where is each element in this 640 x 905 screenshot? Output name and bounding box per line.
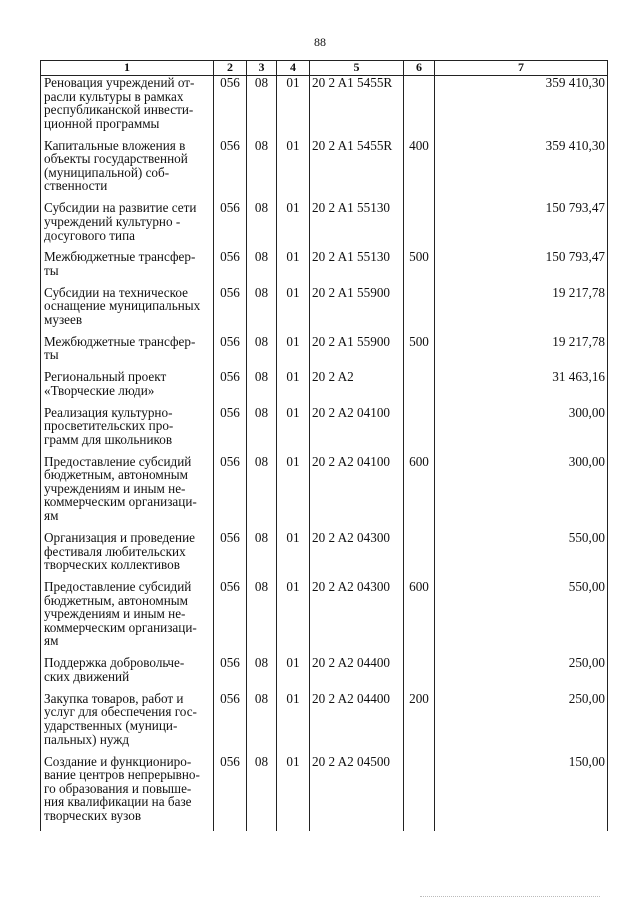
table-row <box>41 580 608 656</box>
header-col-2: 2 <box>214 61 247 76</box>
row-expense-type: 400 <box>404 139 435 202</box>
table-row <box>41 692 608 755</box>
table-row <box>41 531 608 580</box>
row-amount: 250,00 <box>435 656 608 691</box>
row-expense-type <box>404 406 435 455</box>
row-expense-type: 500 <box>404 250 435 285</box>
row-amount: 550,00 <box>435 580 608 656</box>
table-row <box>41 455 608 531</box>
row-amount: 31 463,16 <box>435 370 608 405</box>
row-target-article: 20 2 A1 55900 <box>310 286 404 335</box>
row-section: 08 <box>247 406 277 455</box>
header-col-7: 7 <box>435 61 608 76</box>
row-expense-type: 600 <box>404 455 435 531</box>
row-section: 08 <box>247 335 277 370</box>
table-row <box>41 406 608 455</box>
page-number: 88 <box>314 35 326 49</box>
row-amount: 19 217,78 <box>435 286 608 335</box>
row-amount: 300,00 <box>435 406 608 455</box>
row-subsection: 01 <box>277 76 310 139</box>
table-row <box>41 139 608 202</box>
footer-scan-marks <box>420 896 600 898</box>
row-section: 08 <box>247 370 277 405</box>
row-target-article: 20 2 A2 04100 <box>310 406 404 455</box>
row-admin-code: 056 <box>214 580 247 656</box>
row-admin-code: 056 <box>214 406 247 455</box>
row-name: Капитальные вложения в объекты государственной (муниципальной) соб- ственности <box>41 139 214 202</box>
row-subsection: 01 <box>277 755 310 831</box>
row-admin-code: 056 <box>214 250 247 285</box>
row-target-article: 20 2 A2 04300 <box>310 580 404 656</box>
row-admin-code: 056 <box>214 335 247 370</box>
row-target-article: 20 2 A2 04100 <box>310 455 404 531</box>
row-section: 08 <box>247 286 277 335</box>
row-amount: 150 793,47 <box>435 201 608 250</box>
row-target-article: 20 2 A2 04400 <box>310 656 404 691</box>
row-expense-type: 600 <box>404 580 435 656</box>
row-subsection: 01 <box>277 692 310 755</box>
row-name: Субсидии на техническое оснащение муниципальных музеев <box>41 286 214 335</box>
row-amount: 250,00 <box>435 692 608 755</box>
row-section: 08 <box>247 201 277 250</box>
row-name: Закупка товаров, работ и услуг для обеспечения гос- ударственных (муници- пальных) нужд <box>41 692 214 755</box>
row-name: Предоставление субсидий бюджетным, автономным учреждениям и иным не- коммерческим организаци- ям <box>41 580 214 656</box>
row-subsection: 01 <box>277 250 310 285</box>
row-subsection: 01 <box>277 201 310 250</box>
row-name: Реновация учреждений от- расли культуры в рамках республиканской инвести- ционной программы <box>41 76 214 139</box>
row-name: Создание и функциониро- вание центров непрерывно- го образования и повыше- ния квалификации на базе творческих вузов <box>41 755 214 831</box>
row-target-article: 20 2 A1 5455R <box>310 139 404 202</box>
row-name: Субсидии на развитие сети учреждений культурно - досугового типа <box>41 201 214 250</box>
row-target-article: 20 2 A1 5455R <box>310 76 404 139</box>
row-name: Поддержка добровольче- ских движений <box>41 656 214 691</box>
row-subsection: 01 <box>277 335 310 370</box>
row-expense-type: 200 <box>404 692 435 755</box>
row-name: Предоставление субсидий бюджетным, автономным учреждениям и иным не- коммерческим организаци- ям <box>41 455 214 531</box>
header-col-6: 6 <box>404 61 435 76</box>
row-name: Межбюджетные трансфер- ты <box>41 335 214 370</box>
row-admin-code: 056 <box>214 139 247 202</box>
row-name: Реализация культурно- просветительских про- грамм для школьников <box>41 406 214 455</box>
table-row <box>41 76 608 139</box>
row-subsection: 01 <box>277 139 310 202</box>
row-admin-code: 056 <box>214 755 247 831</box>
row-subsection: 01 <box>277 406 310 455</box>
row-expense-type <box>404 656 435 691</box>
row-section: 08 <box>247 531 277 580</box>
row-amount: 19 217,78 <box>435 335 608 370</box>
row-amount: 359 410,30 <box>435 76 608 139</box>
table-row <box>41 755 608 831</box>
row-expense-type <box>404 76 435 139</box>
table-row <box>41 656 608 691</box>
row-admin-code: 056 <box>214 531 247 580</box>
row-section: 08 <box>247 692 277 755</box>
row-name: Межбюджетные трансфер- ты <box>41 250 214 285</box>
row-target-article: 20 2 A2 04400 <box>310 692 404 755</box>
budget-table <box>40 60 608 831</box>
row-expense-type <box>404 531 435 580</box>
row-section: 08 <box>247 250 277 285</box>
header-row <box>41 61 608 76</box>
row-admin-code: 056 <box>214 455 247 531</box>
row-target-article: 20 2 A2 04300 <box>310 531 404 580</box>
row-section: 08 <box>247 76 277 139</box>
table-row <box>41 370 608 405</box>
table-row <box>41 335 608 370</box>
row-name: Организация и проведение фестиваля любительских творческих коллективов <box>41 531 214 580</box>
row-subsection: 01 <box>277 370 310 405</box>
row-amount: 359 410,30 <box>435 139 608 202</box>
row-expense-type <box>404 201 435 250</box>
header-col-4: 4 <box>277 61 310 76</box>
row-admin-code: 056 <box>214 692 247 755</box>
row-admin-code: 056 <box>214 370 247 405</box>
row-target-article: 20 2 A2 <box>310 370 404 405</box>
row-amount: 550,00 <box>435 531 608 580</box>
row-subsection: 01 <box>277 580 310 656</box>
row-admin-code: 056 <box>214 76 247 139</box>
row-admin-code: 056 <box>214 286 247 335</box>
row-expense-type <box>404 370 435 405</box>
row-section: 08 <box>247 139 277 202</box>
header-col-3: 3 <box>247 61 277 76</box>
row-target-article: 20 2 A1 55130 <box>310 201 404 250</box>
header-col-1: 1 <box>41 61 214 76</box>
row-expense-type <box>404 755 435 831</box>
row-target-article: 20 2 A1 55130 <box>310 250 404 285</box>
row-subsection: 01 <box>277 531 310 580</box>
row-subsection: 01 <box>277 656 310 691</box>
row-admin-code: 056 <box>214 656 247 691</box>
row-subsection: 01 <box>277 455 310 531</box>
table-body <box>41 76 608 832</box>
row-amount: 300,00 <box>435 455 608 531</box>
row-expense-type <box>404 286 435 335</box>
row-section: 08 <box>247 656 277 691</box>
row-subsection: 01 <box>277 286 310 335</box>
row-target-article: 20 2 A1 55900 <box>310 335 404 370</box>
header-col-5: 5 <box>310 61 404 76</box>
row-amount: 150 793,47 <box>435 250 608 285</box>
row-expense-type: 500 <box>404 335 435 370</box>
row-name: Региональный проект «Творческие люди» <box>41 370 214 405</box>
row-amount: 150,00 <box>435 755 608 831</box>
row-section: 08 <box>247 755 277 831</box>
row-section: 08 <box>247 580 277 656</box>
row-target-article: 20 2 A2 04500 <box>310 755 404 831</box>
table-row <box>41 250 608 285</box>
table-row <box>41 286 608 335</box>
table-row <box>41 201 608 250</box>
row-section: 08 <box>247 455 277 531</box>
row-admin-code: 056 <box>214 201 247 250</box>
